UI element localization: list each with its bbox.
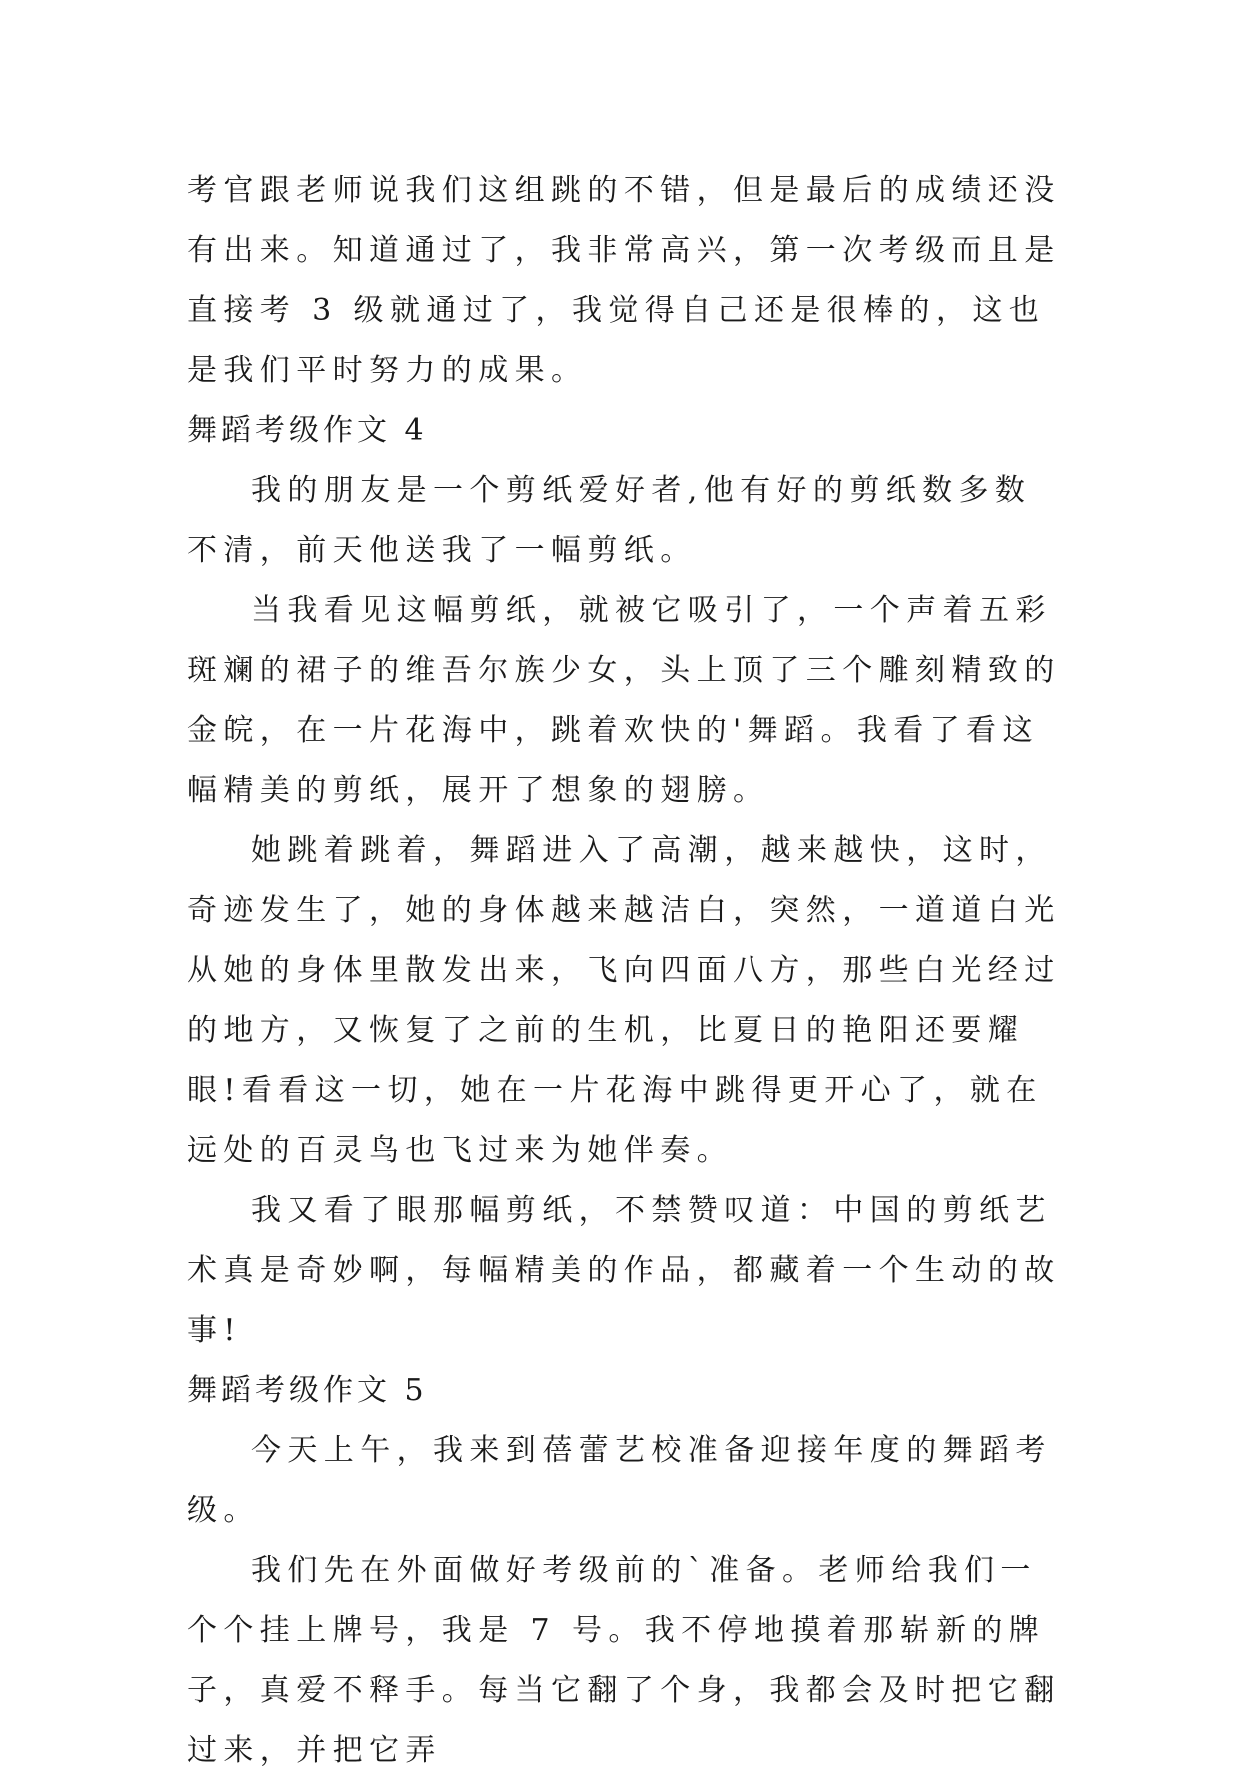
section-heading-essay-5: 舞蹈考级作文 5 [187, 1373, 428, 1408]
paragraph: 当我看见这幅剪纸，就被它吸引了，一个声着五彩斑斓的裙子的维吾尔族少女，头上顶了三个雕刻精致的金皖，在一片花海中，跳着欢快的'舞蹈。我看了看这幅精美的剪纸，展开了想象的翅膀。 [187, 593, 1061, 808]
paragraph-continuation: 考官跟老师说我们这组跳的不错，但是最后的成绩还没有出来。知道通过了，我非常高兴，第一次考级而且是直接考 3 级就通过了，我觉得自己还是很棒的，这也是我们平时努力的成果。 [187, 173, 1061, 388]
paragraph: 我的朋友是一个剪纸爱好者,他有好的剪纸数多数不清，前天他送我了一幅剪纸。 [187, 473, 1032, 568]
document-body [187, 161, 1067, 1781]
paragraph: 今天上午，我来到蓓蕾艺校准备迎接年度的舞蹈考级。 [187, 1433, 1052, 1528]
paragraph: 她跳着跳着，舞蹈进入了高潮，越来越快，这时，奇迹发生了，她的身体越来越洁白，突然，一道道白光从她的身体里散发出来，飞向四面八方，那些白光经过的地方，又恢复了之前的生机，比夏日的艳阳还要耀眼!看看这一切，她在一片花海中跳得更开心了，就在远处的百灵鸟也飞过来为她伴奏。 [187, 833, 1061, 1168]
section-heading-essay-4: 舞蹈考级作文 4 [187, 413, 428, 448]
paragraph: 我又看了眼那幅剪纸，不禁赞叹道：中国的剪纸艺术真是奇妙啊，每幅精美的作品，都藏着一个生动的故事! [187, 1193, 1061, 1348]
paragraph: 我们先在外面做好考级前的`准备。老师给我们一个个挂上牌号，我是 7 号。我不停地摸着那崭新的牌子，真爱不释手。每当它翻了个身，我都会及时把它翻过来，并把它弄 [187, 1553, 1061, 1768]
